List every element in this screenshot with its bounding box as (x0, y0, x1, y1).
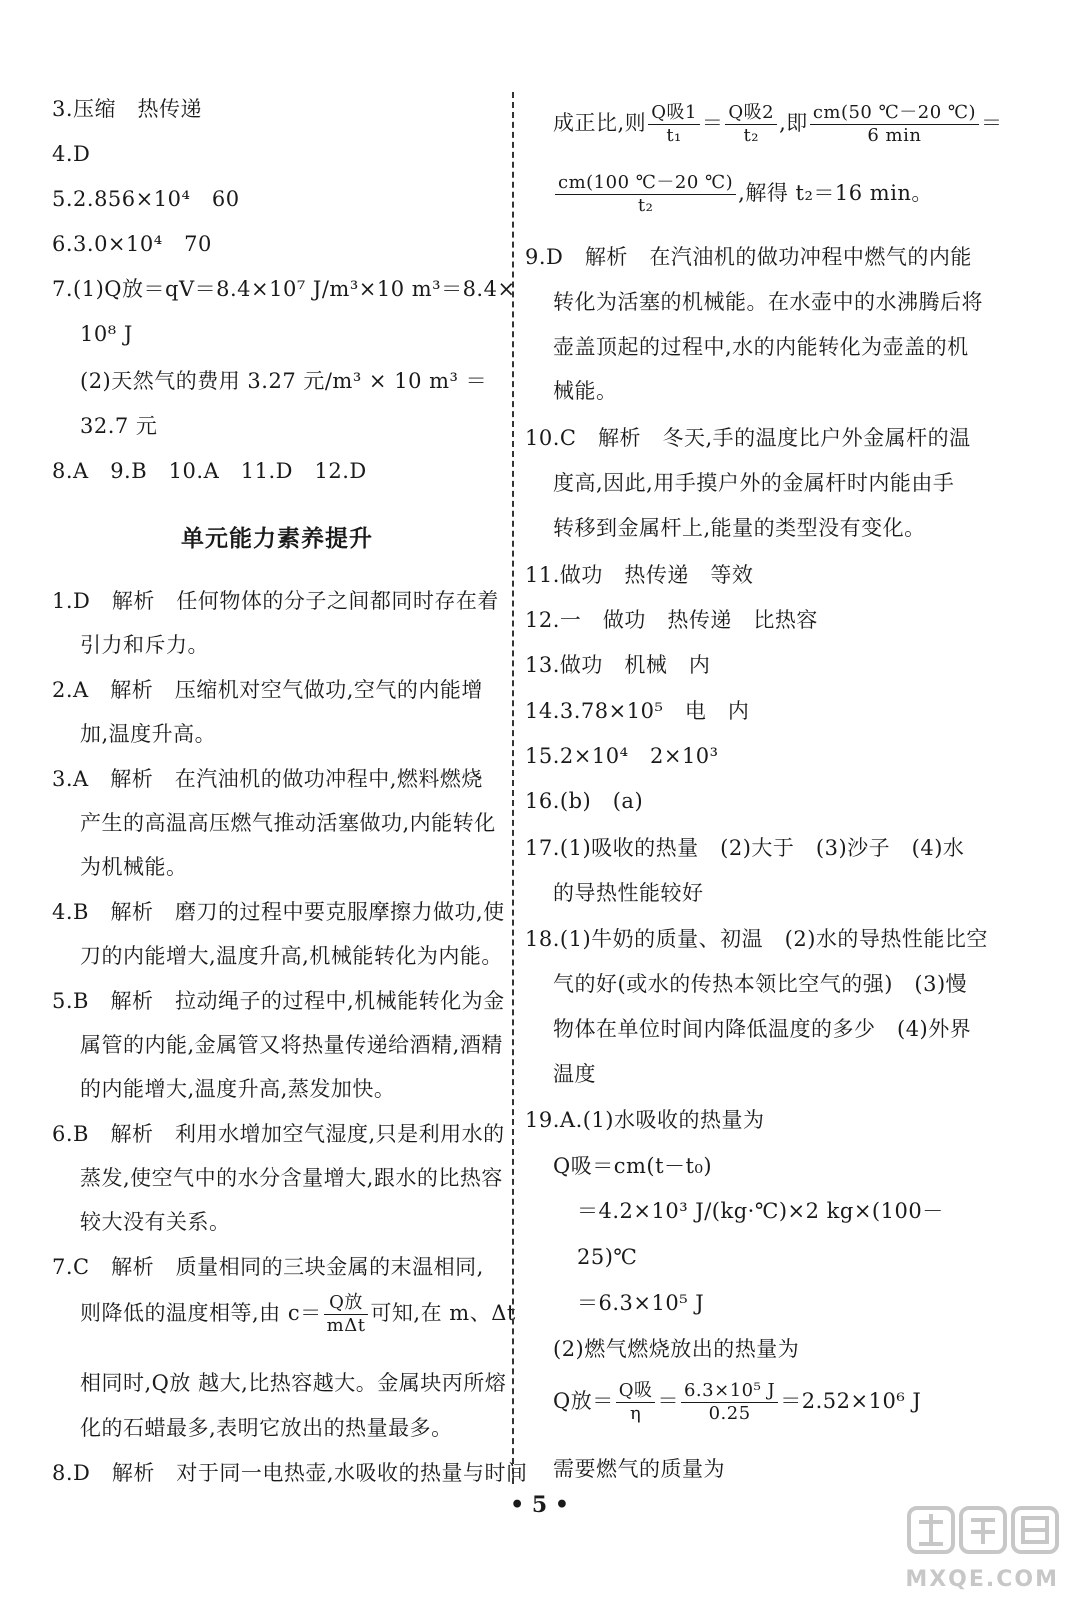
answer-line: 械能。 (553, 379, 618, 403)
formula-text: ,即 (779, 111, 808, 135)
section-title: 单元能力素养提升 (181, 525, 373, 552)
answer-line: 4.B 解析 磨刀的过程中要克服摩擦力做功,使 (52, 900, 505, 924)
answer-line: 5.B 解析 拉动绳子的过程中,机械能转化为金 (52, 989, 505, 1013)
answer-line: 3.A 解析 在汽油机的做功冲程中,燃料燃烧 (52, 767, 483, 791)
fraction-numerator: Q吸2 (725, 102, 777, 125)
fraction-denominator: t₂ (637, 195, 654, 216)
fraction (555, 172, 736, 217)
answer-line: 17.(1)吸收的热量 (2)大于 (3)沙子 (4)水 (525, 836, 965, 860)
answer-line: 15.2×10⁴ 2×10³ (525, 744, 719, 768)
answer-line: 1.D 解析 任何物体的分子之间都同时存在着 (52, 589, 499, 613)
fraction (616, 1380, 656, 1425)
answer-line: 16.(b) (a) (525, 789, 644, 813)
answer-line: 度高,因此,用手摸户外的金属杆时内能由手 (553, 471, 955, 495)
formula-text: ＝ (981, 111, 1003, 135)
fraction (810, 102, 979, 147)
answer-line: Q吸＝cm(t－t₀) (553, 1154, 713, 1178)
answer-line: 14.3.78×10⁵ 电 内 (525, 699, 750, 723)
answer-line: 温度 (553, 1062, 596, 1086)
answer-line: 32.7 元 (80, 414, 158, 438)
fraction-numerator: Q放 (324, 1292, 369, 1315)
formula-text: Q放＝ (553, 1389, 614, 1413)
fraction-numerator: cm(50 ℃－20 ℃) (810, 102, 979, 125)
fraction-numerator: Q吸 (616, 1380, 656, 1403)
fraction-denominator: mΔt (326, 1315, 366, 1336)
fraction-denominator: t₂ (743, 125, 759, 146)
answer-line: 较大没有关系。 (80, 1210, 231, 1234)
column-divider (512, 92, 514, 1484)
answer-line: 8.D 解析 对于同一电热壶,水吸收的热量与时间 (52, 1461, 528, 1485)
answer-line: 转移到金属杆上,能量的类型没有变化。 (553, 516, 926, 540)
formula-text: ＝ (701, 111, 724, 135)
answer-line: 9.D 解析 在汽油机的做功冲程中燃气的内能 (525, 245, 972, 269)
fraction-denominator: 6 min (867, 125, 922, 146)
fraction-numerator: cm(100 ℃－20 ℃) (555, 172, 736, 195)
formula-text: ＝2.52×10⁶ J (780, 1389, 922, 1413)
watermark (905, 1500, 1065, 1592)
answer-line: 加,温度升高。 (80, 722, 217, 746)
fraction (648, 102, 700, 147)
answer-line: 产生的高温高压燃气推动活塞做功,内能转化 (80, 811, 496, 835)
answer-line: 属管的内能,金属管又将热量传递给酒精,酒精 (80, 1033, 503, 1057)
answer-line: 转化为活塞的机械能。在水壶中的水沸腾后将 (553, 290, 983, 314)
watermark-text: MXQE.COM (905, 1567, 1059, 1592)
formula-text: 成正比,则 (553, 111, 647, 135)
answer-line: 18.(1)牛奶的质量、初温 (2)水的导热性能比空 (525, 927, 988, 951)
fraction (324, 1292, 369, 1337)
answer-line: 相同时,Q放 越大,比热容越大。金属块丙所熔 (80, 1371, 507, 1395)
answer-line: 为机械能。 (80, 855, 188, 879)
answer-line: 10.C 解析 冬天,手的温度比户外金属杆的温 (525, 426, 971, 450)
answer-line: 壶盖顶起的过程中,水的内能转化为壶盖的机 (553, 335, 969, 359)
fraction (725, 102, 777, 147)
fraction-numerator: Q吸1 (648, 102, 700, 125)
formula-text: 可知,在 m、Δt (370, 1301, 516, 1325)
page-number: • 5 • (510, 1492, 569, 1518)
answer-line: (2)天然气的费用 3.27 元/m³ × 10 m³ ＝ (80, 369, 488, 393)
answer-line: 8.A 9.B 10.A 11.D 12.D (52, 459, 367, 483)
answer-line: 4.D (52, 142, 91, 166)
answer-line: 7.(1)Q放＝qV＝8.4×10⁷ J/m³×10 m³＝8.4× (52, 277, 516, 301)
formula-text: 则降低的温度相等,由 c＝ (80, 1301, 322, 1325)
answer-logo-icon (905, 1500, 1065, 1560)
answer-line: 19.A.(1)水吸收的热量为 (525, 1108, 765, 1132)
answer-line: 的导热性能较好 (553, 881, 704, 905)
answer-line: 5.2.856×10⁴ 60 (52, 187, 240, 211)
answer-line: 7.C 解析 质量相同的三块金属的末温相同, (52, 1255, 484, 1279)
answer-line: 12.一 做功 热传递 比热容 (525, 608, 818, 632)
answer-line: 6.3.0×10⁴ 70 (52, 232, 212, 256)
answer-line: 6.B 解析 利用水增加空气湿度,只是利用水的 (52, 1122, 505, 1146)
answer-line: 2.A 解析 压缩机对空气做功,空气的内能增 (52, 678, 483, 702)
fraction-numerator: 6.3×10⁵ J (681, 1380, 778, 1403)
fraction-denominator: 0.25 (708, 1403, 751, 1424)
answer-line: (2)燃气燃烧放出的热量为 (553, 1337, 800, 1361)
formula-text: ＝ (657, 1389, 679, 1413)
answer-line: 的内能增大,温度升高,蒸发加快。 (80, 1077, 396, 1101)
fraction-denominator: t₁ (666, 125, 682, 146)
answer-line: 蒸发,使空气中的水分含量增大,跟水的比热容 (80, 1166, 503, 1190)
answer-line: 25)℃ (577, 1245, 638, 1269)
answer-line: 物体在单位时间内降低温度的多少 (4)外界 (553, 1017, 972, 1041)
answer-line: 气的好(或水的传热本领比空气的强) (3)慢 (553, 972, 968, 996)
answer-line: 化的石蜡最多,表明它放出的热量最多。 (80, 1416, 453, 1440)
fraction (681, 1380, 778, 1425)
answer-line: 13.做功 机械 内 (525, 653, 711, 677)
formula-line (553, 172, 933, 217)
answer-line: ＝4.2×10³ J/(kg·℃)×2 kg×(100－ (577, 1199, 944, 1223)
formula-line (553, 102, 1003, 147)
formula-line (80, 1292, 516, 1337)
answer-line: 引力和斥力。 (80, 633, 209, 657)
fraction-denominator: η (629, 1403, 642, 1424)
answer-line: 3.压缩 热传递 (52, 97, 203, 121)
answer-line: 11.做功 热传递 等效 (525, 563, 754, 587)
formula-line (553, 1380, 921, 1425)
answer-line: ＝6.3×10⁵ J (577, 1291, 705, 1315)
answer-line: 10⁸ J (80, 322, 133, 346)
answer-line: 刀的内能增大,温度升高,机械能转化为内能。 (80, 944, 503, 968)
formula-text: ,解得 t₂＝16 min。 (738, 181, 933, 205)
answer-line: 需要燃气的质量为 (553, 1457, 725, 1481)
